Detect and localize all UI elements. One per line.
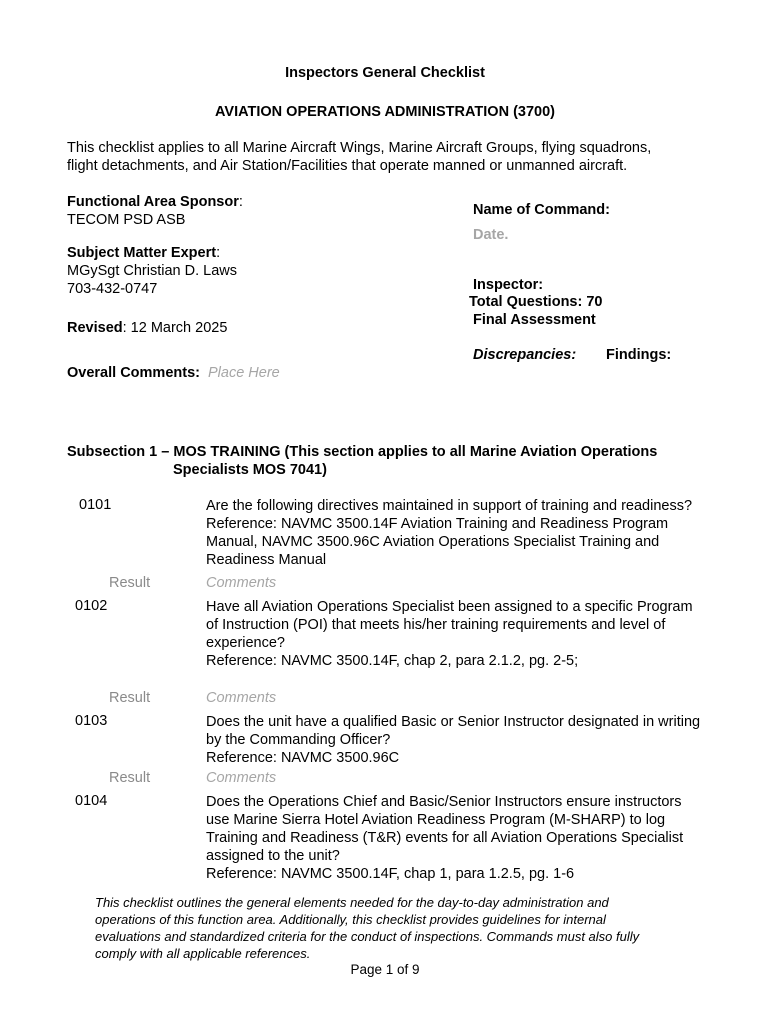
sponsor-colon: : [238, 194, 243, 210]
question-text [206, 598, 726, 670]
final-assessment-label: Final Assessment [473, 312, 596, 328]
question-text [206, 793, 726, 883]
question-line: Reference: NAVMC 3500.14F, chap 1, para 1.2.5, pg. 1-6 [206, 866, 575, 882]
document-title: Inspectors General Checklist [285, 65, 485, 81]
question-line: Training and Readiness (T&R) events for all Aviation Operations Specialist [206, 830, 684, 846]
sponsor-block [67, 193, 243, 229]
question-line: Have all Aviation Operations Specialist been assigned to a specific Program [206, 599, 693, 615]
footer-note-line: evaluations and standardized criteria for the conduct of inspections. Commands must also fully [95, 929, 640, 944]
inspector-label: Inspector: [473, 277, 544, 293]
sme-phone: 703-432-0747 [67, 281, 158, 297]
footer-note [95, 894, 695, 962]
footer-note-line: This checklist outlines the general elements needed for the day-to-day administration and [95, 895, 609, 910]
findings-label: Findings: [606, 347, 672, 363]
question-line: Are the following directives maintained in support of training and readiness? [206, 498, 693, 514]
sponsor-label: Functional Area Sponsor [67, 194, 239, 210]
subsection-title: Subsection 1 – MOS TRAINING (This section applies to all Marine Aviation Operations [67, 444, 658, 460]
revised-line [67, 320, 227, 336]
page-number: Page 1 of 9 [350, 962, 420, 977]
question-number: 0103 [75, 713, 108, 729]
comments-input[interactable] [206, 575, 706, 591]
question-line: Reference: NAVMC 3500.14F, chap 2, para 2.1.2, pg. 2-5; [206, 653, 579, 669]
intro-line-1: This checklist applies to all Marine Aircraft Wings, Marine Aircraft Groups, flying squadrons, [67, 140, 652, 156]
question-text [206, 497, 726, 569]
overall-comments-label: Overall Comments: [67, 365, 200, 381]
result-dropdown[interactable]: Result [109, 690, 151, 706]
footer-note-line: comply with all applicable references. [95, 946, 311, 961]
question-line: Reference: NAVMC 3500.14F Aviation Training and Readiness Program [206, 516, 669, 532]
discrepancies-label: Discrepancies: [473, 347, 577, 363]
overall-comments [67, 365, 388, 381]
command-label: Name of Command: [473, 202, 610, 218]
footer-note-line: operations of this function area. Additionally, this checklist provides guidelines for internal [95, 912, 606, 927]
comments-input[interactable] [206, 770, 706, 786]
question-line: by the Commanding Officer? [206, 732, 391, 748]
question-line: experience? [206, 635, 285, 651]
revised-value: : 12 March 2025 [122, 320, 228, 336]
question-line: Does the unit have a qualified Basic or Senior Instructor designated in writing [206, 714, 701, 730]
sme-name: MGySgt Christian D. Laws [67, 263, 238, 279]
sme-label: Subject Matter Expert [67, 245, 217, 261]
revised-label: Revised [67, 320, 123, 336]
question-line: Readiness Manual [206, 552, 327, 568]
total-questions: Total Questions: 70 [469, 294, 603, 310]
question-line: Does the Operations Chief and Basic/Senior Instructors ensure instructors [206, 794, 682, 810]
sme-colon: : [216, 245, 221, 261]
sponsor-value: TECOM PSD ASB [67, 212, 186, 228]
question-number: 0104 [75, 793, 108, 809]
overall-comments-input[interactable] [208, 365, 388, 381]
question-text [206, 713, 726, 767]
question-number: 0102 [75, 598, 108, 614]
date-input[interactable] [473, 227, 633, 243]
comments-input[interactable] [206, 690, 706, 706]
subsection-title-cont: Specialists MOS 7041) [173, 462, 327, 478]
question-line: Manual, NAVMC 3500.96C Aviation Operations Specialist Training and [206, 534, 660, 550]
intro-text [67, 139, 727, 175]
question-number: 0101 [79, 497, 112, 513]
question-line: of Instruction (POI) that meets his/her training requirements and level of [206, 617, 666, 633]
question-line: use Marine Sierra Hotel Aviation Readiness Program (M-SHARP) to log [206, 812, 666, 828]
question-line: Reference: NAVMC 3500.96C [206, 750, 400, 766]
result-dropdown[interactable]: Result [109, 575, 151, 591]
sme-block [67, 244, 237, 298]
intro-line-2: flight detachments, and Air Station/Facilities that operate manned or unmanned aircraft. [67, 158, 628, 174]
result-dropdown[interactable]: Result [109, 770, 151, 786]
document-subtitle: AVIATION OPERATIONS ADMINISTRATION (3700) [215, 104, 555, 120]
question-line: assigned to the unit? [206, 848, 340, 864]
